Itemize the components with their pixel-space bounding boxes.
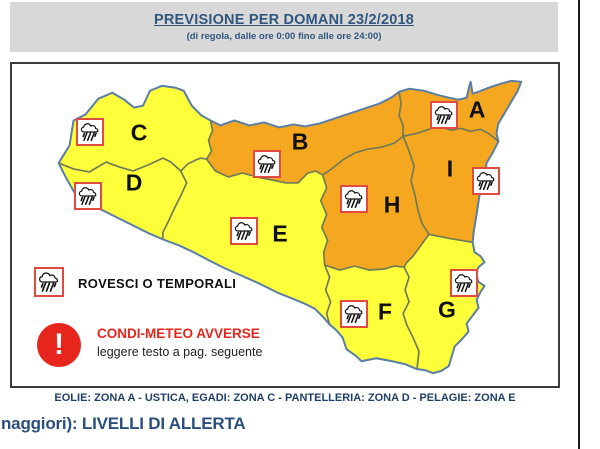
zone-label-F: F bbox=[377, 298, 393, 325]
storm-icon bbox=[233, 220, 255, 242]
storm-icon bbox=[77, 185, 99, 207]
storm-icon bbox=[256, 153, 278, 175]
zone-label-G: G bbox=[438, 296, 456, 323]
zone-label-H: H bbox=[383, 191, 401, 218]
legend-warning-title: CONDI-METEO AVVERSE bbox=[97, 326, 260, 341]
storm-icon-E bbox=[230, 217, 258, 245]
zone-label-E: E bbox=[272, 220, 288, 247]
storm-icon-D bbox=[74, 182, 102, 210]
legend-storm-label: ROVESCI O TEMPORALI bbox=[78, 276, 237, 291]
zone-label-I: I bbox=[446, 155, 454, 182]
storm-icon bbox=[475, 170, 497, 192]
storm-icon bbox=[79, 121, 101, 143]
storm-icon-I bbox=[472, 167, 500, 195]
storm-icon-B bbox=[253, 150, 281, 178]
page-subtitle: (di regola, dalle ore 0:00 fino alle ore 24:00) bbox=[186, 31, 382, 42]
page-edge-divider bbox=[578, 0, 580, 449]
legend-warning-subtitle: leggere testo a pag. seguente bbox=[97, 345, 263, 359]
storm-icon bbox=[343, 303, 365, 325]
storm-icon bbox=[433, 104, 455, 126]
page-title: PREVISIONE PER DOMANI 23/2/2018 bbox=[153, 12, 415, 28]
zone-label-A: A bbox=[468, 96, 486, 123]
storm-icon-C bbox=[76, 118, 104, 146]
islands-zone-note: EOLIE: ZONA A - USTICA, EGADI: ZONA C - PANTELLERIA: ZONA D - PELAGIE: ZONA E bbox=[54, 392, 516, 404]
storm-icon bbox=[37, 270, 61, 294]
warning-exclamation-icon bbox=[37, 323, 81, 367]
storm-icon bbox=[343, 188, 365, 210]
storm-icon-A bbox=[430, 101, 458, 129]
zone-label-D: D bbox=[125, 169, 143, 196]
storm-icon-G bbox=[450, 269, 478, 297]
storm-icon-H bbox=[340, 185, 368, 213]
storm-icon bbox=[453, 272, 475, 294]
zone-label-C: C bbox=[130, 119, 148, 146]
alert-levels-heading: naggiori): LIVELLI DI ALLERTA bbox=[1, 414, 246, 433]
map-panel bbox=[10, 62, 560, 388]
warning-glyph: ! bbox=[54, 328, 64, 361]
storm-icon-F bbox=[340, 300, 368, 328]
zone-label-B: B bbox=[291, 128, 309, 155]
header bbox=[10, 2, 558, 52]
legend-storm-icon bbox=[34, 267, 64, 297]
